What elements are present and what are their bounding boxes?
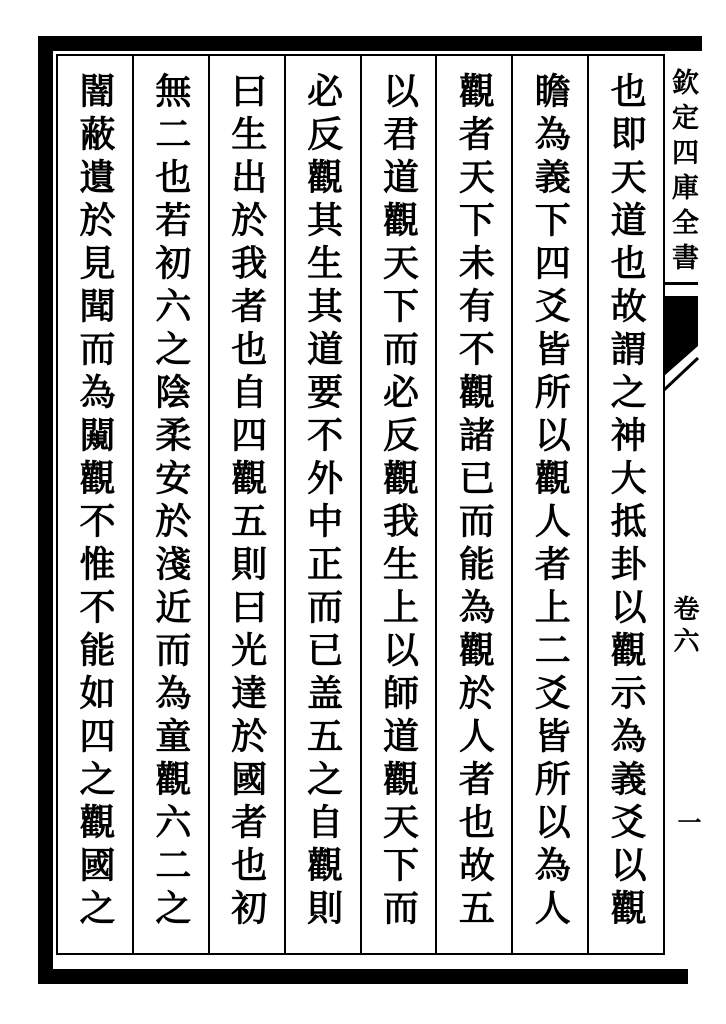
spine-margin — [663, 50, 726, 955]
text-column-8 — [58, 56, 132, 953]
top-border-bar — [38, 36, 702, 51]
column-text: 無二也若初六之陰柔安於淺近而為童觀六二之 — [150, 72, 191, 932]
book-title: 欽定四庫全書 — [668, 68, 698, 278]
column-text: 必反觀其生其道要不外中正而已盖五之自觀則 — [302, 72, 343, 932]
text-frame — [56, 54, 665, 955]
column-text: 也即天道也故謂之神大抵卦以觀示為義爻以觀 — [606, 72, 647, 932]
left-border-bar — [38, 36, 53, 984]
column-text: 闇蔽遺於見聞而為闚觀不惟不能如四之觀國之 — [74, 72, 115, 932]
page-number: 一 — [673, 810, 699, 834]
fishtail-fold-marker-icon — [663, 282, 701, 400]
column-text: 曰生出於我者也自四觀五則曰光達於國者也初 — [226, 72, 267, 932]
volume-label: 卷六 — [670, 595, 699, 659]
column-text: 以君道觀天下而必反觀我生上以師道觀天下而 — [378, 72, 419, 932]
bottom-border-bar — [38, 969, 688, 984]
text-column-1 — [587, 56, 663, 953]
text-column-2 — [511, 56, 587, 953]
text-column-5 — [284, 56, 360, 953]
text-column-6 — [208, 56, 284, 953]
text-column-7 — [132, 56, 208, 953]
column-text: 瞻為義下四爻皆所以觀人者上二爻皆所以為人 — [530, 72, 571, 932]
column-text: 觀者天下未有不觀諸已而能為觀於人者也故五 — [454, 72, 495, 932]
text-column-3 — [435, 56, 511, 953]
text-column-4 — [360, 56, 436, 953]
